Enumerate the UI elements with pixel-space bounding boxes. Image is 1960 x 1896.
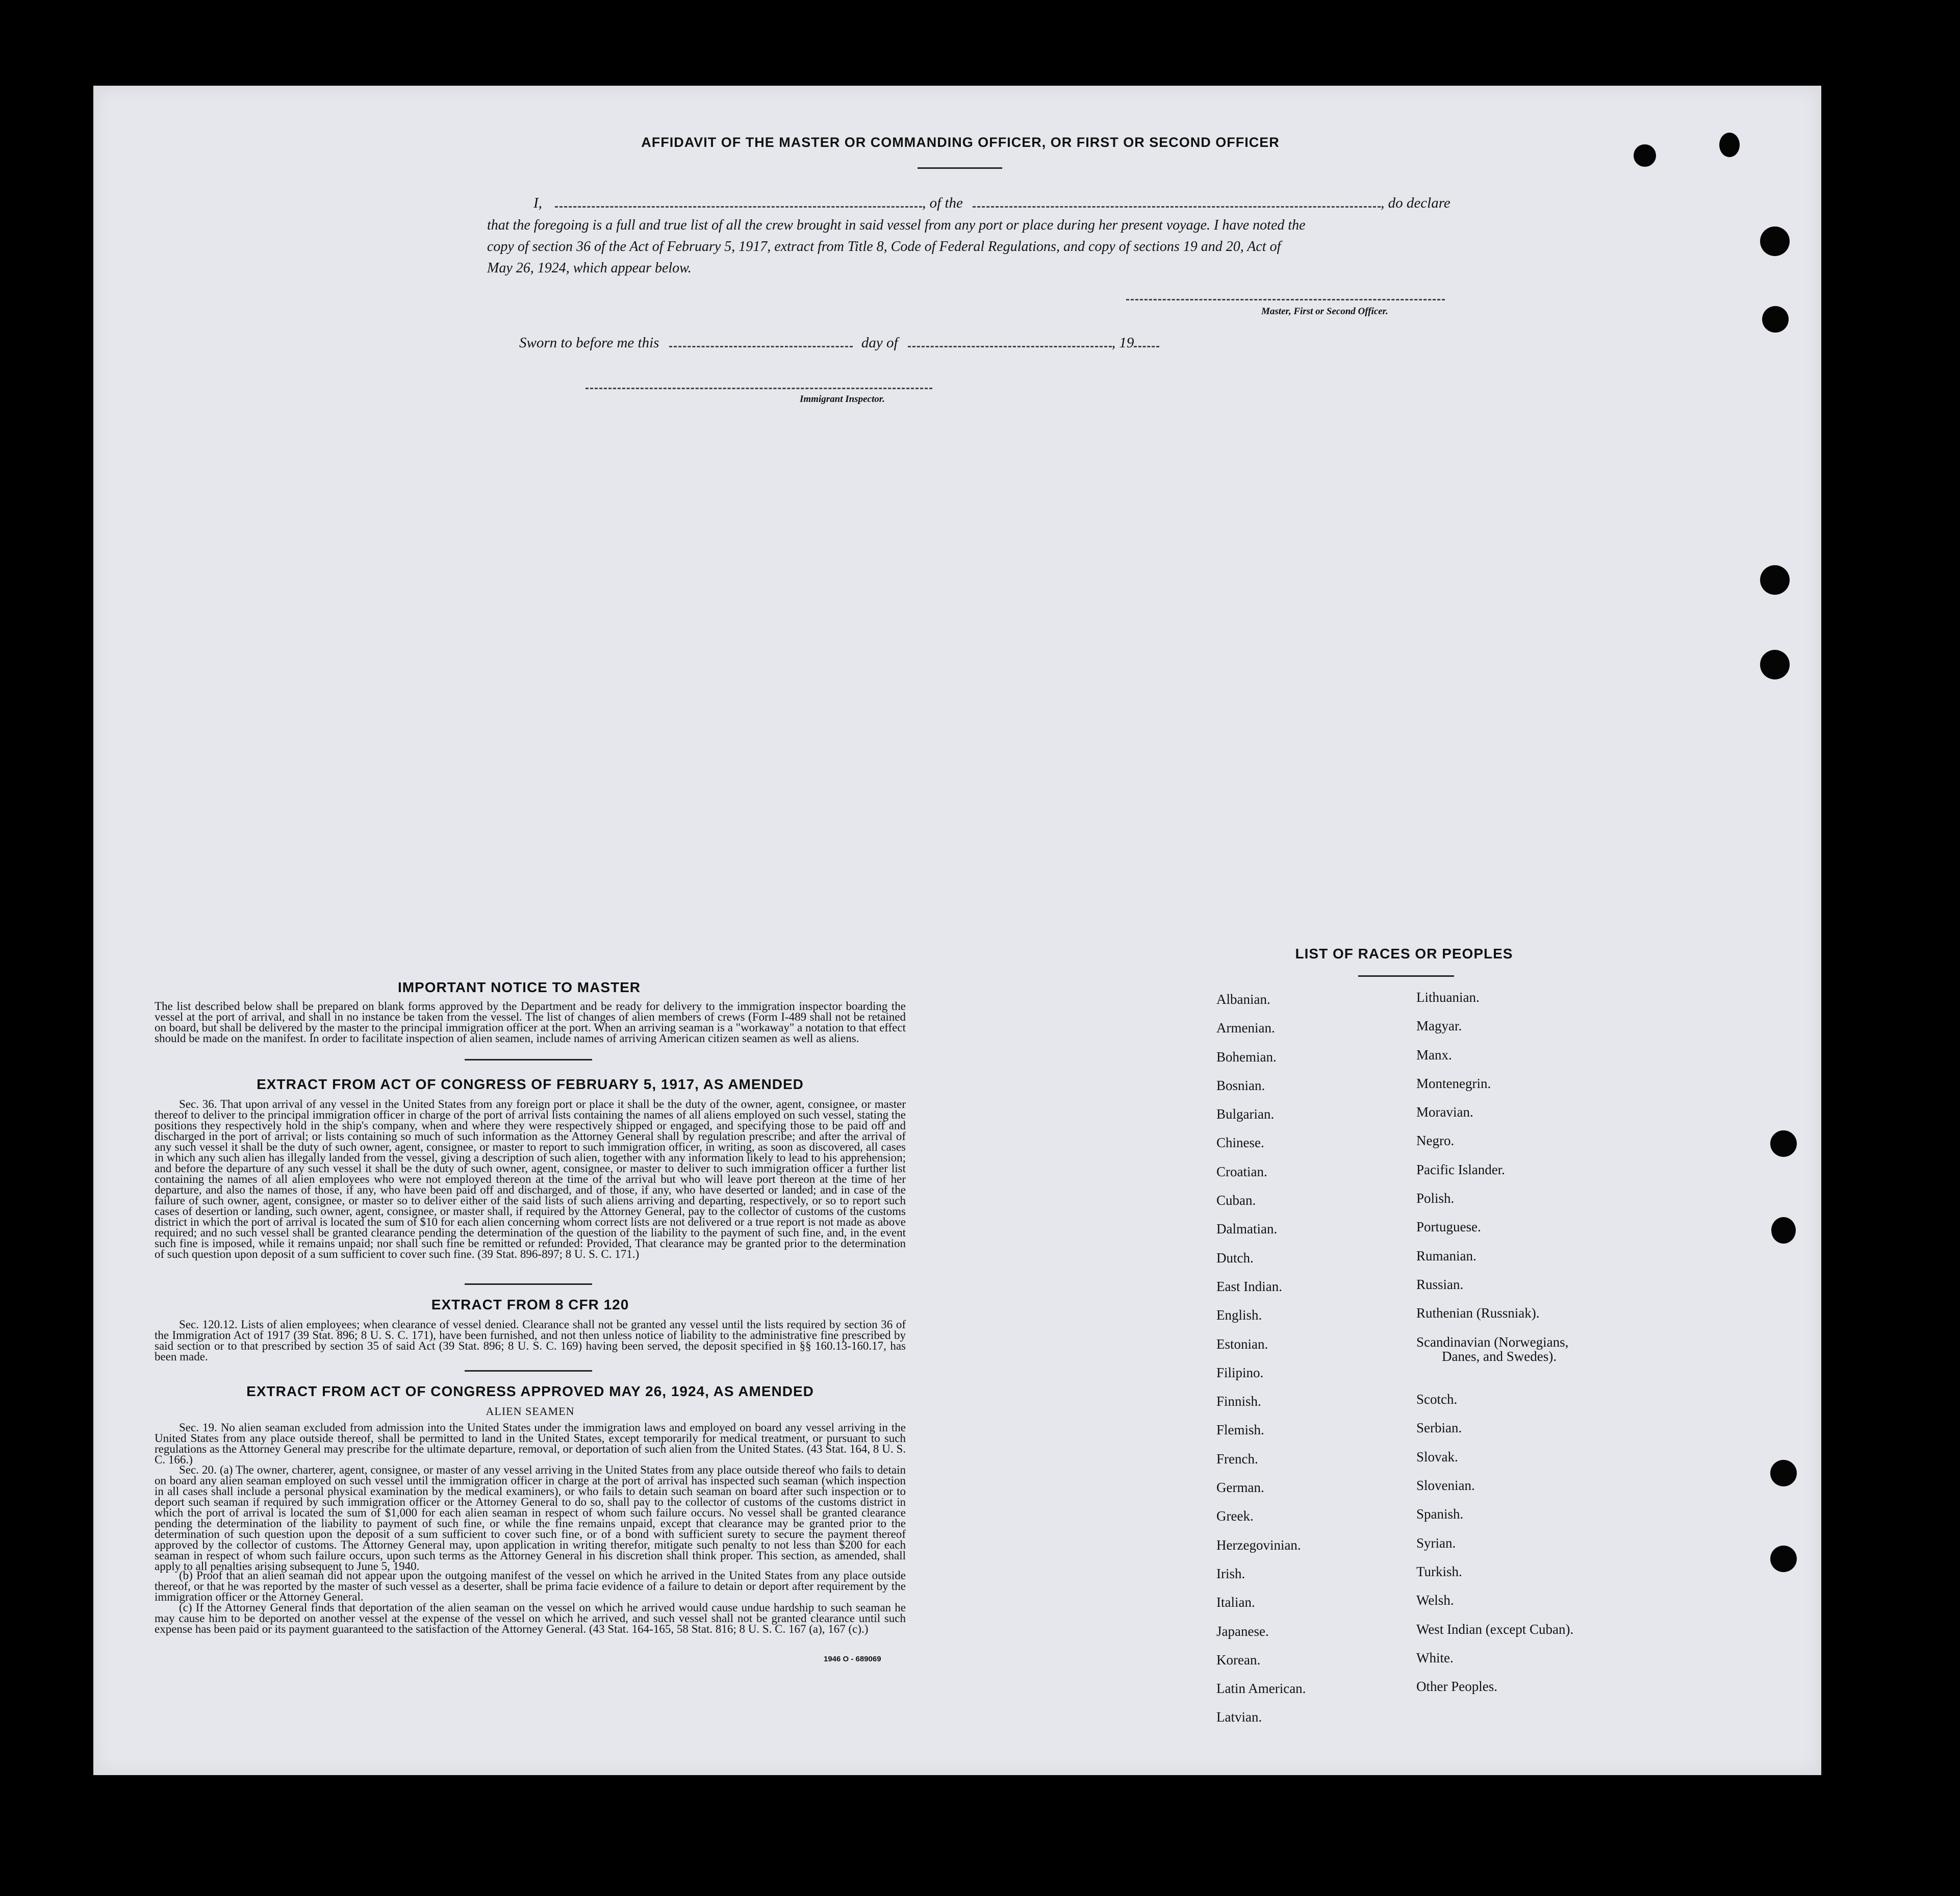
sec-19-text: Sec. 19. No alien seaman excluded from admission into the United States under the immigration laws and employed on board any vessel arriving in the United States from any place outside thereof, shall be permitted to land in the United States, except temporarily for medical treatment, or pursuant to such regulations as the Attorney General may prescribe for the ultimate departure, removal, or deportation of such alien from the United States. (43 Stat. 164, 8 U. S. C. 166.) (155, 1421, 906, 1466)
race-item: Manx. (1416, 1047, 1452, 1063)
master-signature-caption: Master, First or Second Officer. (1261, 306, 1388, 317)
race-item: Bohemian. (1216, 1049, 1277, 1065)
race-item: Turkish. (1416, 1563, 1462, 1579)
race-item: Dalmatian. (1216, 1221, 1278, 1237)
race-item: Spanish. (1416, 1506, 1464, 1522)
print-code: 1946 O - 689069 (824, 1655, 881, 1663)
binder-hole (1760, 650, 1790, 679)
race-item: Latin American. (1216, 1681, 1306, 1697)
of-the-label: , of the (922, 195, 963, 211)
race-item: Herzegovinian. (1216, 1537, 1301, 1553)
extract-8cfr-title: EXTRACT FROM 8 CFR 120 (431, 1297, 629, 1312)
sworn-day-blank (669, 346, 853, 347)
extract-1924-title: EXTRACT FROM ACT OF CONGRESS APPROVED MAY 26, 1924, AS AMENDED (246, 1383, 814, 1399)
day-of-label: day of (861, 335, 898, 351)
race-item: Dutch. (1216, 1250, 1254, 1266)
inspector-signature-line (586, 388, 932, 389)
race-item: Greek. (1216, 1508, 1254, 1524)
race-item: Danes, and Swedes). (1442, 1348, 1557, 1364)
race-item: Albanian. (1216, 992, 1270, 1007)
extract-8cfr-text: Sec. 120.12. Lists of alien employees; when clearance of vessel denied. Clearance shall not be granted any vessel until the lists required by section 36 of the Immigration Act of 1917 (39 Stat. 896; 8 U. S. C. 171), have been furnished, and not then unless notice of liability to the administrative fine prescribed by said section or to that prescribed by section 35 of said Act (39 Stat. 896; 8 U. S. C. 169) having been served, the deposit specified in §§ 160.13-160.17, has been made. (155, 1318, 906, 1363)
race-item: Lithuanian. (1416, 990, 1480, 1005)
binder-hole (1770, 1460, 1797, 1486)
races-right-column (1416, 990, 1702, 1707)
affidavit-title: AFFIDAVIT OF THE MASTER OR COMMANDING OFFICER, OR FIRST OR SECOND OFFICER (641, 135, 1280, 150)
i-label: I, (533, 195, 542, 211)
binder-hole (1770, 1130, 1797, 1157)
race-item: Ruthenian (Russniak). (1416, 1305, 1540, 1321)
notice-title: IMPORTANT NOTICE TO MASTER (397, 979, 641, 995)
extract-1917-title: EXTRACT FROM ACT OF CONGRESS OF FEBRUARY 5, 1917, AS AMENDED (257, 1076, 804, 1092)
name-blank (555, 206, 922, 208)
race-item: Estonian. (1216, 1336, 1268, 1352)
race-item: Welsh. (1416, 1592, 1454, 1608)
do-declare-label: , do declare (1381, 195, 1450, 211)
race-item: Rumanian. (1416, 1248, 1477, 1263)
year-label: , 19 (1111, 335, 1134, 351)
alien-seamen-subtitle: ALIEN SEAMEN (486, 1405, 575, 1418)
sec-20a-text: Sec. 20. (a) The owner, charterer, agent, consignee, or master of any vessel arriving in the United States from any place outside thereof who fails to detain on board any alien seaman employed on such vessel until the immigration officer in charge at the port of arrival has inspected such seaman (which inspection in all cases shall include a personal physical examination by the medical examiners), or who fails to detain such seaman on board after such inspection or to deport such seaman if required by such immigration officer or the Attorney General to do so, shall pay to the collector of customs of the customs district in which the port of arrival is located the sum of $1,000 for each alien seaman in respect of whom such failure occurs. No vessel shall be granted clearance pending the determination of the liability to payment of such fine, or while the fine remains unpaid, except that clearance may be granted prior to the determination of such question upon the deposit of a sum sufficient to cover such fine, or of a bond with sufficient surety to secure the payment thereof approved by the collector of customs. The Attorney General may, upon application in writing therefor, mitigate such penalty to not less than $200 for each seaman in respect of whom such failure occurs, upon such terms as the Attorney General in his discretion shall think proper. This section, as amended, shall apply to all penalties arising subsequent to June 5, 1940. (155, 1463, 906, 1573)
binder-hole (1762, 306, 1789, 333)
race-item: French. (1216, 1451, 1258, 1467)
races-left-column (1216, 992, 1446, 1738)
race-item: Syrian. (1416, 1535, 1456, 1551)
declaration-line-1 (519, 195, 1534, 212)
binder-hole (1770, 1546, 1797, 1572)
race-item: German. (1216, 1480, 1264, 1496)
race-item: Croatian. (1216, 1164, 1267, 1179)
race-item: Slovenian. (1416, 1478, 1475, 1494)
race-item: Slovak. (1416, 1449, 1458, 1464)
race-item: Portuguese. (1416, 1219, 1481, 1235)
race-item: Japanese. (1216, 1623, 1269, 1639)
race-item: White. (1416, 1650, 1454, 1665)
vessel-blank (973, 206, 1381, 208)
race-item: Other Peoples. (1416, 1679, 1497, 1695)
race-item: Serbian. (1416, 1420, 1462, 1436)
binder-hole (1760, 565, 1790, 595)
sworn-line (519, 335, 1284, 351)
race-item: West Indian (except Cuban). (1416, 1621, 1574, 1637)
race-item: Italian. (1216, 1595, 1255, 1610)
notice-rule (465, 1059, 592, 1060)
sec-20b-text: (b) Proof that an alien seaman did not appear upon the outgoing manifest of the vessel on which he arrived in the United States from any place outside thereof, or that he was reported by the master of such vessel as a deserter, shall be prima facie evidence of a failure to detain or deport after requirement by the immigration officer or the Attorney General. (155, 1569, 906, 1603)
binder-hole (1760, 226, 1790, 256)
race-item: Polish. (1416, 1191, 1455, 1206)
race-item: Montenegrin. (1416, 1075, 1491, 1091)
sworn-year-blank (1134, 346, 1159, 347)
notice-text: The list described below shall be prepared on blank forms approved by the Department and be ready for delivery to the immigration inspector boarding the vessel at the port of arrival, and shall in no instance be taken from the vessel. The list of changes of alien members of crews (Form I-489 shall not be retained on board, but shall be delivered by the master to the principal immigration officer at the port. When an arriving seaman is a "workaway" a notation to that effect should be made on the manifest. In order to facilitate inspection of alien seamen, include names of arriving American citizen seamen as well as aliens. (155, 1000, 906, 1045)
declaration-line-4: May 26, 1924, which appear below. (487, 260, 692, 276)
race-item: Russian. (1416, 1276, 1464, 1292)
race-item: Negro. (1416, 1133, 1455, 1149)
document-page (93, 86, 1821, 1775)
race-item: English. (1216, 1307, 1262, 1323)
binder-hole (1771, 1217, 1796, 1244)
races-title-rule (1358, 975, 1454, 977)
declaration-line-3: copy of section 36 of the Act of February 5, 1917, extract from Title 8, Code of Federal Regulations, and copy of sections 19 and 20, Act of (487, 239, 1281, 255)
affidavit-title-rule (918, 167, 1002, 169)
race-item: Latvian. (1216, 1709, 1262, 1725)
extract-1917-rule (465, 1283, 592, 1285)
race-item: Pacific Islander. (1416, 1161, 1505, 1177)
master-signature-line (1126, 299, 1445, 300)
sworn-label: Sworn to before me this (519, 335, 659, 351)
race-item: Scotch. (1416, 1392, 1458, 1407)
binder-hole (1634, 144, 1656, 167)
race-item: Cuban. (1216, 1193, 1256, 1208)
race-item: Armenian. (1216, 1020, 1275, 1036)
race-item: Finnish. (1216, 1394, 1261, 1409)
race-item: Scandinavian (Norwegians, (1416, 1334, 1569, 1350)
inspector-caption: Immigrant Inspector. (800, 394, 885, 405)
extract-1917-text: Sec. 36. That upon arrival of any vessel in the United States from any foreign port or place it shall be the duty of the owner, agent, consignee, or master thereof to deliver to the principal immigration officer in charge of the port of arrival lists containing the names of all aliens employed on such vessel, stating the positions they respectively hold in the ship's company, when and where they were respectively shipped or engaged, and specifying those to be paid off and discharged in the port of arrival; or lists containing so much of such information as the Attorney General shall by regulation prescribe; and after the arrival of any such vessel it shall be the duty of such owner, agent, consignee, or master to report to such immigration officer, in writing, as soon as discovered, all cases in which any such alien has illegally landed from the vessel, giving a description of such alien, together with any information likely to lead to his apprehension; and before the departure of any such vessel it shall be the duty of such owner, agent, consignee, or master to deliver to such immigration officer a further list containing the names of all alien employees who were not employed thereon at the time of the arrival but who will leave port thereon at the time of her departure, and also the names of those, if any, who have been paid off and discharged, and of those, if any, who have deserted or landed; and in case of the failure of such owner, agent, consignee, or master so to deliver either of the said lists of such aliens arriving and departing, respectively, or so to report such cases of desertion or landing, such owner, agent, consignee, or master shall, if required by the Attorney General, pay to the collector of customs of the customs district in which the port of arrival is located the sum of $10 for each alien concerning whom correct lists are not delivered or a true report is not made as above required; and no such vessel shall be granted clearance pending the determination of the question of the liability to the payment of such fine, and, in the event such fine is imposed, while it remains unpaid; nor shall such fine be remitted or refunded: Provided, That clearance may be granted prior to the determination of such question upon deposit of a sum sufficient to cover such fine. (39 Stat. 896-897; 8 U. S. C. 171.) (155, 1098, 906, 1260)
sworn-month-blank (908, 346, 1112, 347)
races-title: LIST OF RACES OR PEOPLES (1295, 946, 1513, 962)
race-item: Chinese. (1216, 1135, 1264, 1151)
race-item: Bosnian. (1216, 1077, 1265, 1093)
race-item: Bulgarian. (1216, 1106, 1275, 1122)
declaration-line-2: that the foregoing is a full and true list of all the crew brought in said vessel from any port or place during her present voyage. I have noted the (487, 217, 1306, 233)
race-item: Flemish. (1216, 1422, 1264, 1438)
race-item: Korean. (1216, 1652, 1261, 1667)
race-item: Irish. (1216, 1565, 1245, 1581)
extract-8cfr-rule (465, 1370, 592, 1372)
race-item: Moravian. (1416, 1104, 1473, 1120)
binder-hole (1719, 133, 1740, 157)
race-item: East Indian. (1216, 1278, 1282, 1294)
race-item: Filipino. (1216, 1364, 1264, 1380)
sec-20c-text: (c) If the Attorney General finds that deportation of the alien seaman on the vessel on which he arrived would cause undue hardship to such seaman he may cause him to be deported on another vessel at the expense of the vessel on which he arrived, and such vessel shall not be granted clearance until such expense has been paid or its payment guaranteed to the satisfaction of the Attorney General. (43 Stat. 164-165, 58 Stat. 816; 8 U. S. C. 167 (a), 167 (c).) (155, 1601, 906, 1635)
race-item: Magyar. (1416, 1018, 1462, 1034)
